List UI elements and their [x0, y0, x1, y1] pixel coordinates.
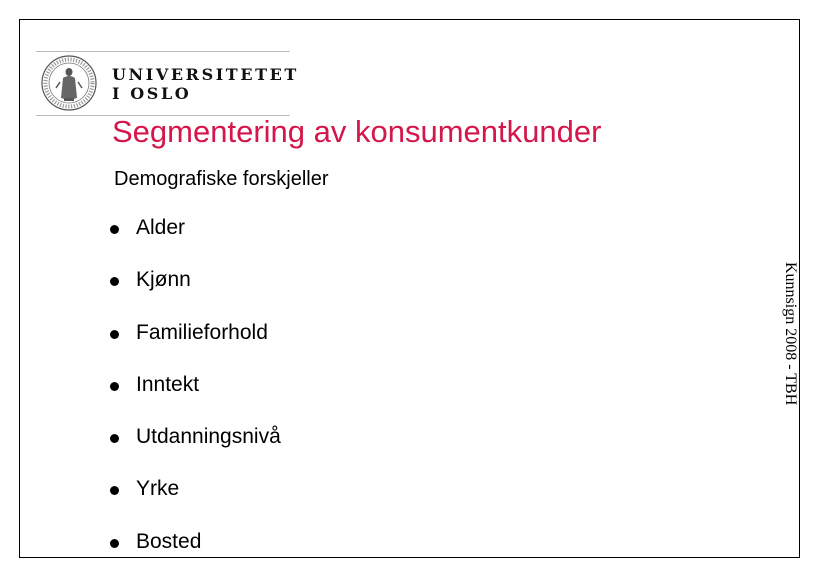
bullet-dot-icon — [110, 330, 119, 339]
bullet-text: Familieforhold — [136, 320, 268, 344]
bullet-dot-icon — [110, 277, 119, 286]
slide — [19, 19, 800, 558]
slide-subtitle: Demografiske forskjeller — [114, 168, 329, 190]
university-logo — [36, 51, 299, 117]
university-seal-icon — [36, 54, 102, 112]
slide-title: Segmentering av konsumentkunder — [112, 114, 602, 149]
university-name — [112, 65, 299, 103]
logo-line-2: I OSLO — [112, 84, 192, 103]
bullet-text: Yrke — [136, 477, 180, 501]
bullet-dot-icon — [110, 434, 119, 443]
bullet-text: Bosted — [136, 529, 202, 553]
logo-divider-top — [36, 51, 290, 52]
bullet-text: Utdanningsnivå — [136, 425, 281, 449]
side-label — [780, 262, 800, 432]
side-label-text: Kunnsign 2008 - TBH — [782, 262, 799, 406]
logo-line-1: UNIVERSITETET — [112, 65, 299, 84]
bullet-dot-icon — [110, 539, 119, 548]
bullet-dot-icon — [110, 382, 119, 391]
bullet-text: Kjønn — [136, 268, 191, 292]
bullet-dot-icon — [110, 486, 119, 495]
bullet-text: Alder — [136, 216, 186, 239]
bullet-dot-icon — [110, 225, 119, 234]
bullet-text: Inntekt — [136, 372, 200, 396]
